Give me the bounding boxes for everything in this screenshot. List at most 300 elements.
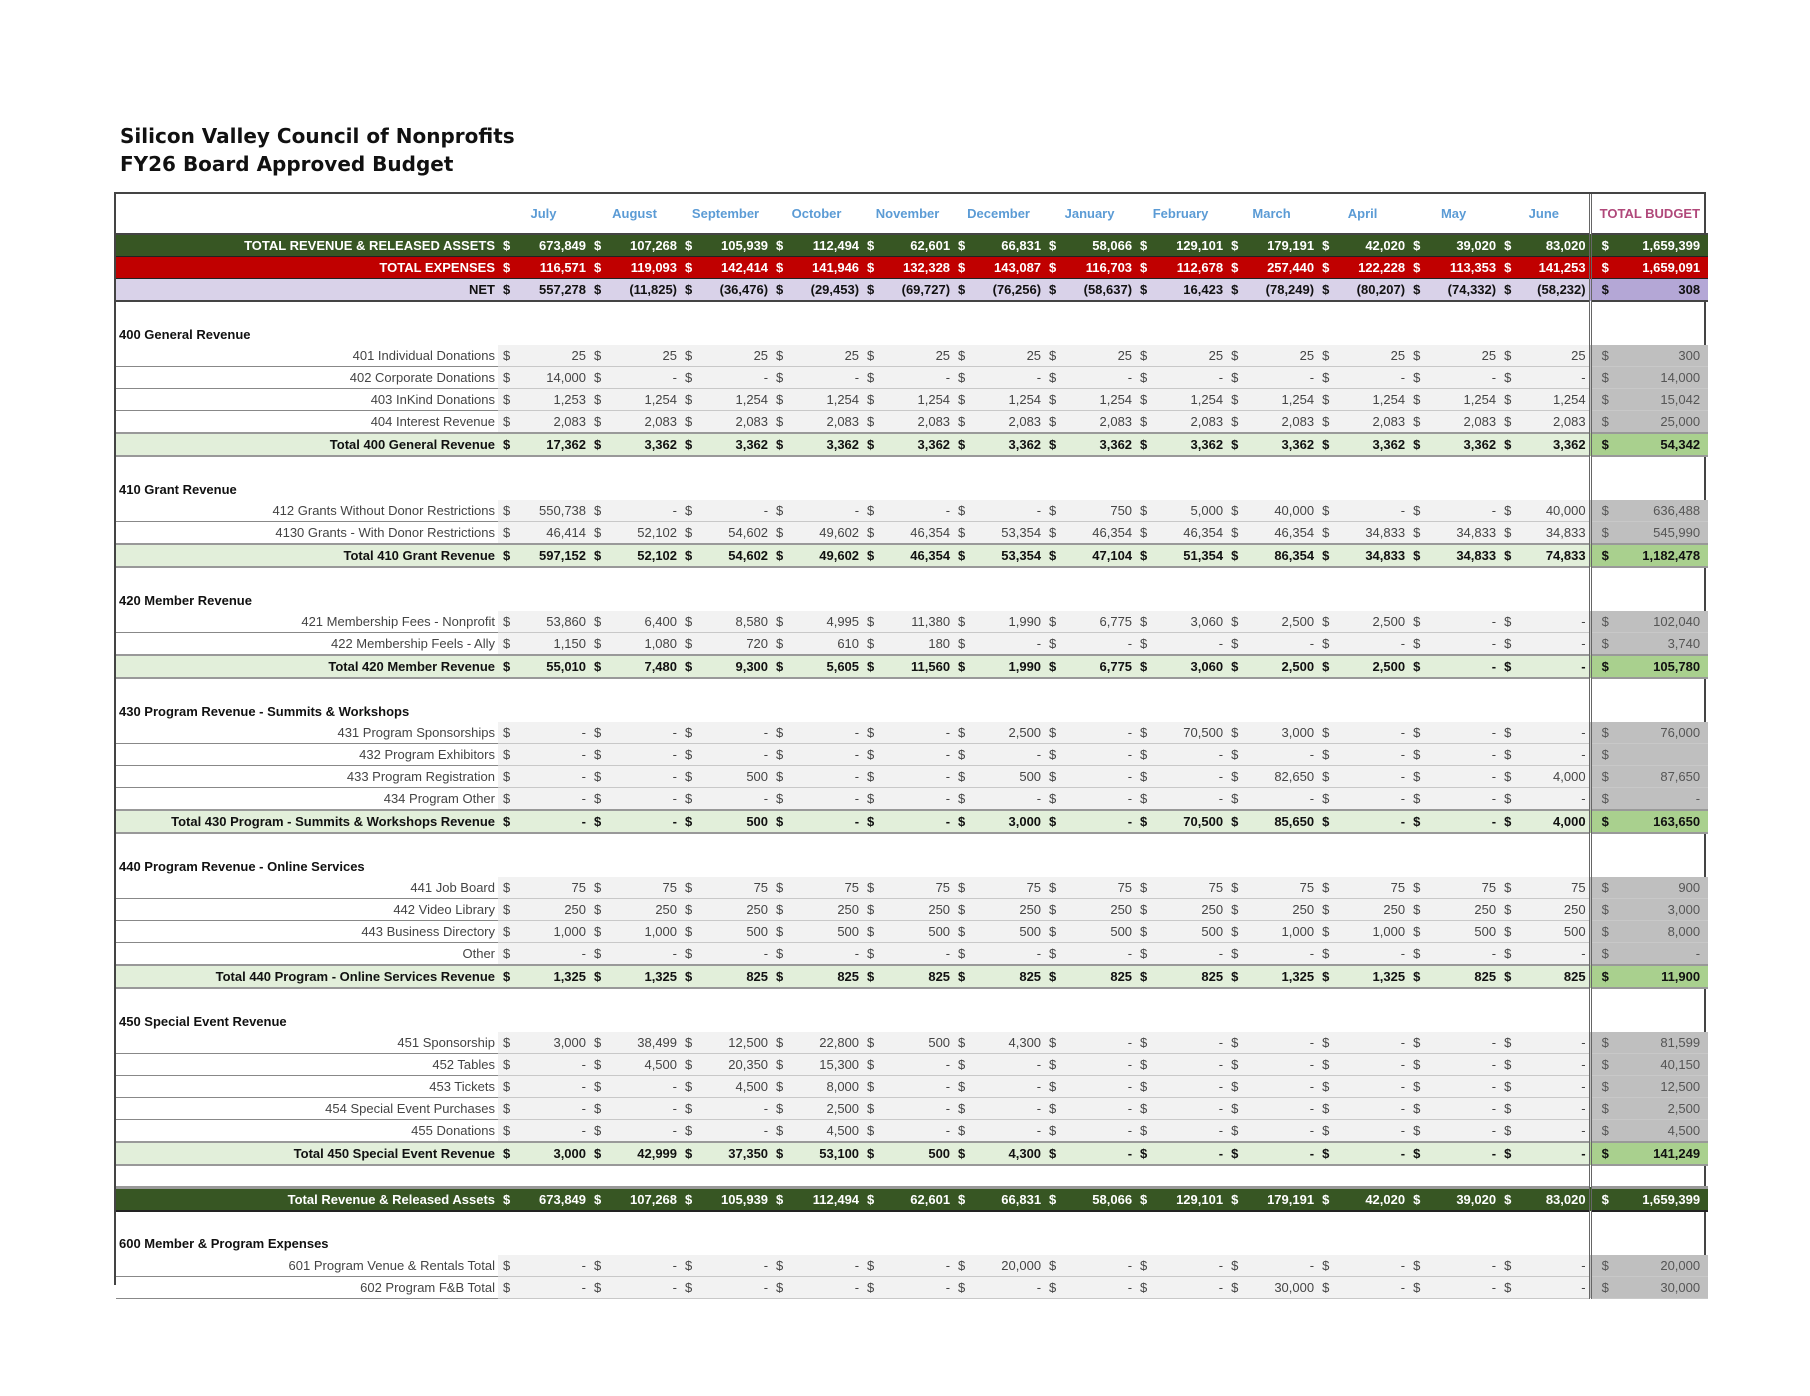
spacer-row — [116, 1165, 1708, 1187]
currency-symbol: $ — [1499, 788, 1521, 811]
total-budget-value: 141,249 — [1616, 1142, 1708, 1165]
currency-symbol: $ — [862, 744, 884, 766]
month-value: (11,825) — [611, 279, 680, 302]
total-budget-value: 308 — [1616, 279, 1708, 302]
currency-symbol: $ — [1044, 1187, 1066, 1211]
currency-symbol: $ — [862, 655, 884, 678]
total-budget-value: 20,000 — [1616, 1255, 1708, 1277]
month-value: - — [1066, 1276, 1135, 1298]
month-value: - — [1066, 1120, 1135, 1143]
month-value: - — [1066, 1076, 1135, 1098]
currency-symbol: $ — [771, 766, 793, 788]
currency-symbol: $ — [1044, 411, 1066, 434]
month-value: 2,083 — [1066, 411, 1135, 434]
currency-symbol: $ — [1135, 965, 1157, 988]
currency-symbol: $ — [1499, 965, 1521, 988]
currency-symbol: $ — [680, 257, 702, 279]
currency-symbol: $ — [1317, 722, 1339, 744]
currency-symbol: $ — [1044, 611, 1066, 633]
currency-symbol: $ — [498, 810, 520, 833]
currency-symbol: $ — [862, 766, 884, 788]
currency-symbol: $ — [771, 1120, 793, 1143]
currency-symbol: $ — [498, 1120, 520, 1143]
currency-symbol: $ — [771, 234, 793, 257]
currency-symbol: $ — [1135, 389, 1157, 411]
currency-symbol: $ — [1408, 788, 1430, 811]
month-value: 250 — [702, 899, 771, 921]
currency-symbol: $ — [1408, 1142, 1430, 1165]
currency-symbol: $ — [680, 411, 702, 434]
month-value: 2,083 — [1339, 411, 1408, 434]
month-value: - — [1521, 611, 1590, 633]
month-value: 3,362 — [1066, 433, 1135, 456]
month-value: 40,000 — [1248, 500, 1317, 522]
month-value: 85,650 — [1248, 810, 1317, 833]
month-value: 75 — [975, 877, 1044, 899]
month-value: - — [793, 500, 862, 522]
currency-symbol: $ — [1408, 921, 1430, 943]
month-value: 250 — [884, 899, 953, 921]
month-value: - — [1157, 744, 1226, 766]
row-label: NET — [116, 279, 498, 302]
currency-symbol: $ — [498, 345, 520, 367]
month-value: 4,300 — [975, 1032, 1044, 1054]
total-budget-value: 76,000 — [1616, 722, 1708, 744]
line-item-row — [116, 411, 1708, 434]
currency-symbol: $ — [862, 611, 884, 633]
currency-symbol: $ — [1408, 500, 1430, 522]
month-value: (74,332) — [1430, 279, 1499, 302]
currency-symbol: $ — [1044, 1120, 1066, 1143]
month-value: - — [1339, 1142, 1408, 1165]
currency-symbol: $ — [771, 367, 793, 389]
month-value: (80,207) — [1339, 279, 1408, 302]
month-value: 1,254 — [1157, 389, 1226, 411]
currency-symbol: $ — [862, 1276, 884, 1298]
total-currency-symbol: $ — [1590, 1187, 1616, 1211]
currency-symbol: $ — [1408, 544, 1430, 567]
currency-symbol: $ — [771, 544, 793, 567]
currency-symbol: $ — [771, 744, 793, 766]
month-header: June — [1499, 194, 1590, 234]
month-value: 54,602 — [702, 544, 771, 567]
currency-symbol: $ — [1044, 655, 1066, 678]
month-value: - — [1430, 367, 1499, 389]
currency-symbol: $ — [1499, 921, 1521, 943]
total-currency-symbol: $ — [1590, 810, 1616, 833]
currency-symbol: $ — [862, 522, 884, 545]
total-currency-symbol: $ — [1590, 899, 1616, 921]
month-value: 38,499 — [611, 1032, 680, 1054]
month-value: - — [1339, 943, 1408, 966]
month-value: 66,831 — [975, 1187, 1044, 1211]
row-label: 432 Program Exhibitors — [116, 744, 498, 766]
currency-symbol: $ — [1408, 766, 1430, 788]
currency-symbol: $ — [953, 1054, 975, 1076]
month-value: 11,380 — [884, 611, 953, 633]
month-value: 1,000 — [1339, 921, 1408, 943]
month-value: 2,083 — [1521, 411, 1590, 434]
total-budget-value — [1616, 744, 1708, 766]
currency-symbol: $ — [1499, 234, 1521, 257]
month-value: 1,254 — [884, 389, 953, 411]
month-value: - — [702, 943, 771, 966]
month-value: - — [611, 1255, 680, 1277]
month-value: - — [1339, 1098, 1408, 1120]
spacer-row — [116, 1211, 1708, 1233]
currency-symbol: $ — [1135, 655, 1157, 678]
month-value: 3,362 — [1521, 433, 1590, 456]
currency-symbol: $ — [1317, 279, 1339, 302]
month-value: - — [1157, 788, 1226, 811]
currency-symbol: $ — [1408, 234, 1430, 257]
total-currency-symbol: $ — [1590, 1276, 1616, 1298]
line-item-row — [116, 943, 1708, 966]
currency-symbol: $ — [1135, 1098, 1157, 1120]
currency-symbol: $ — [680, 788, 702, 811]
month-value: 46,354 — [1248, 522, 1317, 545]
section-header-row — [116, 1010, 1708, 1032]
month-value: - — [1248, 943, 1317, 966]
currency-symbol: $ — [771, 965, 793, 988]
currency-symbol: $ — [589, 1098, 611, 1120]
currency-symbol: $ — [1499, 522, 1521, 545]
currency-symbol: $ — [1499, 633, 1521, 656]
month-value: 2,083 — [793, 411, 862, 434]
month-header: September — [680, 194, 771, 234]
currency-symbol: $ — [862, 1076, 884, 1098]
currency-symbol: $ — [498, 279, 520, 302]
month-value: 500 — [884, 1032, 953, 1054]
month-value: - — [1066, 943, 1135, 966]
month-value: 257,440 — [1248, 257, 1317, 279]
month-value: - — [884, 810, 953, 833]
total-budget-value: 105,780 — [1616, 655, 1708, 678]
currency-symbol: $ — [1044, 722, 1066, 744]
currency-symbol: $ — [680, 389, 702, 411]
month-value: - — [1521, 1276, 1590, 1298]
month-value: 46,354 — [1157, 522, 1226, 545]
currency-symbol: $ — [1408, 810, 1430, 833]
month-value: - — [1157, 1098, 1226, 1120]
section-title: 440 Program Revenue - Online Services — [119, 858, 365, 874]
currency-symbol: $ — [1044, 1054, 1066, 1076]
currency-symbol: $ — [1408, 1255, 1430, 1277]
currency-symbol: $ — [1044, 1276, 1066, 1298]
line-item-row — [116, 611, 1708, 633]
month-value: 129,101 — [1157, 1187, 1226, 1211]
month-value: 1,254 — [1066, 389, 1135, 411]
currency-symbol: $ — [862, 1054, 884, 1076]
month-value: 8,580 — [702, 611, 771, 633]
month-value: 11,560 — [884, 655, 953, 678]
currency-symbol: $ — [1408, 1276, 1430, 1298]
currency-symbol: $ — [1317, 389, 1339, 411]
currency-symbol: $ — [1226, 722, 1248, 744]
total-budget-value: 40,150 — [1616, 1054, 1708, 1076]
month-value: - — [520, 1098, 589, 1120]
currency-symbol: $ — [680, 611, 702, 633]
currency-symbol: $ — [1135, 744, 1157, 766]
currency-symbol: $ — [1317, 1076, 1339, 1098]
month-value: 500 — [1157, 921, 1226, 943]
spacer-total-cell — [1590, 301, 1708, 323]
currency-symbol: $ — [953, 943, 975, 966]
month-value: 4,000 — [1521, 810, 1590, 833]
row-label: 402 Corporate Donations — [116, 367, 498, 389]
month-header: November — [862, 194, 953, 234]
currency-symbol: $ — [498, 257, 520, 279]
row-label: 403 InKind Donations — [116, 389, 498, 411]
currency-symbol: $ — [953, 611, 975, 633]
month-value: - — [975, 943, 1044, 966]
row-label: 433 Program Registration — [116, 766, 498, 788]
month-value: - — [793, 722, 862, 744]
currency-symbol: $ — [771, 500, 793, 522]
total-currency-symbol: $ — [1590, 744, 1616, 766]
month-value: 25 — [1521, 345, 1590, 367]
month-value: 12,500 — [702, 1032, 771, 1054]
currency-symbol: $ — [953, 1032, 975, 1054]
currency-symbol: $ — [680, 633, 702, 656]
month-value: 30,000 — [1248, 1276, 1317, 1298]
section-title: 600 Member & Program Expenses — [119, 1236, 329, 1251]
currency-symbol: $ — [1044, 899, 1066, 921]
currency-symbol: $ — [1044, 345, 1066, 367]
row-label: 454 Special Event Purchases — [116, 1098, 498, 1120]
currency-symbol: $ — [1317, 810, 1339, 833]
month-value: 3,060 — [1157, 655, 1226, 678]
month-value: 22,800 — [793, 1032, 862, 1054]
month-value: - — [1430, 1054, 1499, 1076]
month-value: 250 — [1430, 899, 1499, 921]
currency-symbol: $ — [1135, 522, 1157, 545]
month-value: - — [1157, 766, 1226, 788]
month-value: - — [520, 1120, 589, 1143]
month-value: 20,350 — [702, 1054, 771, 1076]
total-currency-symbol: $ — [1590, 389, 1616, 411]
currency-symbol: $ — [953, 345, 975, 367]
currency-symbol: $ — [1135, 722, 1157, 744]
total-currency-symbol: $ — [1590, 257, 1616, 279]
currency-symbol: $ — [953, 544, 975, 567]
month-value: (76,256) — [975, 279, 1044, 302]
month-value: - — [611, 744, 680, 766]
total-currency-symbol: $ — [1590, 788, 1616, 811]
currency-symbol: $ — [1499, 411, 1521, 434]
currency-symbol: $ — [953, 1076, 975, 1098]
currency-symbol: $ — [589, 1276, 611, 1298]
currency-symbol: $ — [771, 1076, 793, 1098]
month-value: 39,020 — [1430, 1187, 1499, 1211]
currency-symbol: $ — [1226, 1054, 1248, 1076]
section-header-row — [116, 855, 1708, 877]
month-value: 39,020 — [1430, 234, 1499, 257]
month-value: 52,102 — [611, 544, 680, 567]
month-value: 180 — [884, 633, 953, 656]
row-label: 404 Interest Revenue — [116, 411, 498, 434]
month-value: 250 — [1521, 899, 1590, 921]
month-value: 4,000 — [1521, 766, 1590, 788]
month-value: 1,080 — [611, 633, 680, 656]
month-value: 500 — [702, 810, 771, 833]
total-currency-symbol: $ — [1590, 522, 1616, 545]
currency-symbol: $ — [1135, 943, 1157, 966]
month-value: 3,362 — [793, 433, 862, 456]
month-value: - — [1430, 943, 1499, 966]
currency-symbol: $ — [771, 921, 793, 943]
currency-symbol: $ — [1499, 655, 1521, 678]
month-value: 557,278 — [520, 279, 589, 302]
month-value: - — [611, 500, 680, 522]
currency-symbol: $ — [771, 943, 793, 966]
spacer-row — [116, 301, 1708, 323]
total-budget-value: 8,000 — [1616, 921, 1708, 943]
currency-symbol: $ — [589, 279, 611, 302]
currency-symbol: $ — [1135, 1054, 1157, 1076]
currency-symbol: $ — [862, 345, 884, 367]
month-value: - — [611, 943, 680, 966]
subtotal-row — [116, 965, 1708, 988]
total-currency-symbol: $ — [1590, 279, 1616, 302]
month-value: 4,500 — [793, 1120, 862, 1143]
currency-symbol: $ — [1226, 899, 1248, 921]
month-header: February — [1135, 194, 1226, 234]
currency-symbol: $ — [1135, 1142, 1157, 1165]
row-label: Other — [116, 943, 498, 966]
currency-symbol: $ — [862, 921, 884, 943]
currency-symbol: $ — [953, 522, 975, 545]
currency-symbol: $ — [862, 411, 884, 434]
month-value: 82,650 — [1248, 766, 1317, 788]
currency-symbol: $ — [589, 744, 611, 766]
month-value: 1,254 — [1339, 389, 1408, 411]
currency-symbol: $ — [680, 655, 702, 678]
report-title-block — [120, 122, 515, 178]
currency-symbol: $ — [953, 367, 975, 389]
currency-symbol: $ — [498, 367, 520, 389]
month-value: - — [884, 367, 953, 389]
currency-symbol: $ — [1317, 433, 1339, 456]
currency-symbol: $ — [589, 788, 611, 811]
row-label: 434 Program Other — [116, 788, 498, 811]
month-value: - — [1521, 1142, 1590, 1165]
section-header-row — [116, 478, 1708, 500]
month-value: 25 — [793, 345, 862, 367]
currency-symbol: $ — [1135, 1276, 1157, 1298]
month-value: - — [1248, 1255, 1317, 1277]
row-label: Total 450 Special Event Revenue — [116, 1142, 498, 1165]
month-value: 112,678 — [1157, 257, 1226, 279]
row-label: 601 Program Venue & Rentals Total — [116, 1255, 498, 1277]
month-value: 3,362 — [611, 433, 680, 456]
month-value: 1,990 — [975, 655, 1044, 678]
currency-symbol: $ — [1226, 1098, 1248, 1120]
currency-symbol: $ — [1499, 433, 1521, 456]
currency-symbol: $ — [589, 411, 611, 434]
month-value: 673,849 — [520, 1187, 589, 1211]
line-item-row — [116, 1054, 1708, 1076]
currency-symbol: $ — [1044, 921, 1066, 943]
currency-symbol: $ — [680, 500, 702, 522]
month-value: 113,353 — [1430, 257, 1499, 279]
total-currency-symbol: $ — [1590, 1098, 1616, 1120]
currency-symbol: $ — [589, 943, 611, 966]
month-value: - — [1248, 1098, 1317, 1120]
currency-symbol: $ — [1135, 367, 1157, 389]
month-value: - — [793, 943, 862, 966]
currency-symbol: $ — [771, 389, 793, 411]
month-value: - — [793, 1276, 862, 1298]
month-value: - — [975, 1076, 1044, 1098]
month-value: - — [793, 744, 862, 766]
total-budget-value: 30,000 — [1616, 1276, 1708, 1298]
section-total-cell — [1590, 589, 1708, 611]
month-value: 4,500 — [611, 1054, 680, 1076]
currency-symbol: $ — [771, 1098, 793, 1120]
month-value: 105,939 — [702, 234, 771, 257]
currency-symbol: $ — [953, 389, 975, 411]
month-value: - — [884, 788, 953, 811]
month-value: 83,020 — [1521, 234, 1590, 257]
month-value: 2,083 — [520, 411, 589, 434]
line-item-row — [116, 744, 1708, 766]
currency-symbol: $ — [589, 1255, 611, 1277]
currency-symbol: $ — [953, 1187, 975, 1211]
line-item-row — [116, 766, 1708, 788]
currency-symbol: $ — [862, 544, 884, 567]
currency-symbol: $ — [680, 899, 702, 921]
month-value: - — [702, 1255, 771, 1277]
currency-symbol: $ — [589, 544, 611, 567]
currency-symbol: $ — [1135, 234, 1157, 257]
month-value: - — [1066, 788, 1135, 811]
currency-symbol: $ — [680, 722, 702, 744]
month-value: 825 — [884, 965, 953, 988]
currency-symbol: $ — [1317, 257, 1339, 279]
subtotal-row — [116, 1142, 1708, 1165]
month-value: 34,833 — [1339, 522, 1408, 545]
month-value: 8,000 — [793, 1076, 862, 1098]
currency-symbol: $ — [1499, 877, 1521, 899]
currency-symbol: $ — [1408, 744, 1430, 766]
month-value: 75 — [702, 877, 771, 899]
currency-symbol: $ — [589, 234, 611, 257]
month-value: 25 — [702, 345, 771, 367]
currency-symbol: $ — [1499, 744, 1521, 766]
currency-symbol: $ — [498, 433, 520, 456]
currency-symbol: $ — [1226, 433, 1248, 456]
month-value: 2,083 — [1430, 411, 1499, 434]
month-value: 75 — [1248, 877, 1317, 899]
total-currency-symbol: $ — [1590, 1054, 1616, 1076]
month-value: 53,354 — [975, 522, 1044, 545]
month-value: 1,325 — [611, 965, 680, 988]
currency-symbol: $ — [1044, 544, 1066, 567]
row-label: Total Revenue & Released Assets — [116, 1187, 498, 1211]
currency-symbol: $ — [1226, 1120, 1248, 1143]
month-value: 500 — [702, 766, 771, 788]
row-label: 452 Tables — [116, 1054, 498, 1076]
month-value: 49,602 — [793, 522, 862, 545]
total-budget-value: 1,659,399 — [1616, 234, 1708, 257]
month-value: 25 — [1066, 345, 1135, 367]
organization-name: Silicon Valley Council of Nonprofits — [120, 124, 515, 148]
row-label: 421 Membership Fees - Nonprofit — [116, 611, 498, 633]
month-value: - — [1430, 1255, 1499, 1277]
month-value: 1,254 — [1248, 389, 1317, 411]
currency-symbol: $ — [1226, 234, 1248, 257]
